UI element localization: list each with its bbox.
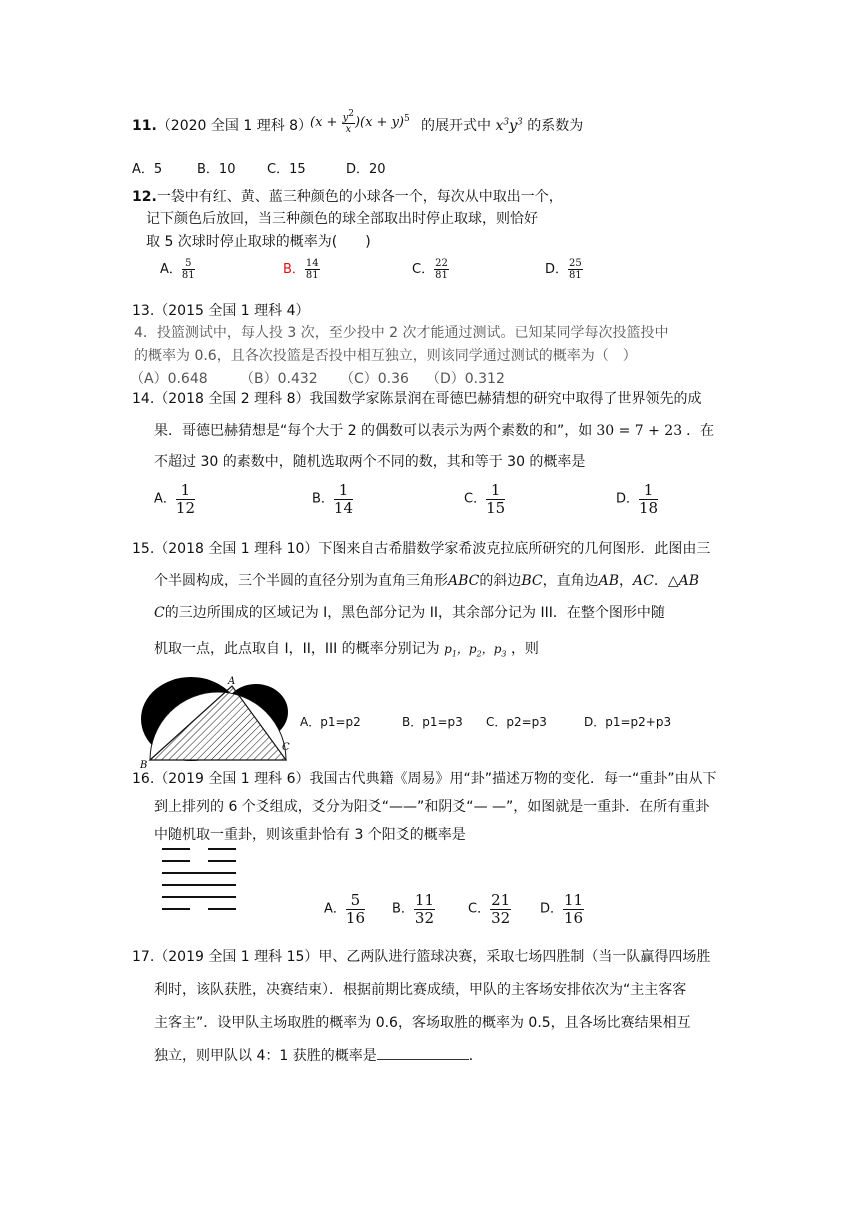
q13-option-a: （A）0.648 bbox=[130, 371, 208, 387]
q14-line3: 不超过 30 的素数中，随机选取两个不同的数，其和等于 30 的概率是 bbox=[154, 454, 586, 470]
q14-option-a: A． $\frac{1}{12}$ bbox=[154, 481, 195, 517]
q13-header bbox=[132, 300, 310, 320]
q16-line2: 到上排列的 6 个爻组成，爻分为阳爻“——”和阴爻“— —”，如图就是一重卦．在所有重卦 bbox=[154, 799, 710, 815]
q11-tail2: 的系数为 bbox=[527, 118, 584, 134]
q11-option-d: D．20 bbox=[346, 162, 386, 177]
q14-line1: 14.（2018 全国 2 理科 8）我国数学家陈景润在哥德巴赫猜想的研究中取得了世界领先的成 bbox=[132, 391, 702, 407]
label-c: C bbox=[282, 742, 290, 753]
q11-term: $x^3y^3$ bbox=[495, 117, 523, 134]
q11-option-b: B．10 bbox=[197, 162, 236, 177]
q13-option-b: （B）0.432 bbox=[240, 371, 318, 387]
q12-option-b: B． $\frac{14}{81}$ bbox=[283, 258, 319, 281]
q15-option-c: C．p2=p3 bbox=[486, 715, 547, 729]
q15-option-b: B．p1=p3 bbox=[402, 715, 463, 729]
q16-number: 16. bbox=[132, 771, 155, 787]
q16-option-c: C． $\frac{21}{32}$ bbox=[468, 891, 511, 927]
q13-option-c: （C）0.36 bbox=[340, 371, 409, 387]
q15-line4: 机取一点，此点取自 I，II，III 的概率分别记为 $p_1$，$p_2$，$p_3$ ，则 bbox=[154, 641, 539, 659]
label-b: B bbox=[140, 760, 148, 770]
q15-p-vars: $p_1$，$p_2$，$p_3$ bbox=[444, 642, 507, 659]
q11-option-c: C．15 bbox=[267, 162, 306, 177]
q12-number: 12. bbox=[132, 189, 157, 205]
q17-line1: 17.（2019 全国 1 理科 15）甲、乙两队进行篮球决赛，采取七场四胜制（当一队赢得四场胜 bbox=[132, 949, 711, 965]
q12-line3: 取 5 次球时停止取球的概率为( ) bbox=[146, 234, 371, 250]
q12-line2: 记下颜色后放回，当三种颜色的球全部取出时停止取球，则恰好 bbox=[146, 211, 538, 227]
q11-option-a: A．5 bbox=[132, 162, 163, 177]
q12-line1: 12.一袋中有红、黄、蓝三种颜色的小球各一个，每次从中取出一个， bbox=[132, 189, 563, 205]
q15-option-a: A．p1=p2 bbox=[300, 715, 361, 729]
q14-line2: 果．哥德巴赫猜想是“每个大于 2 的偶数可以表示为两个素数的和”，如 30 = 7 + 23 ．在 bbox=[154, 423, 715, 439]
q13-line2: 的概率为 0.6，且各次投篮是否投中相互独立，则该同学通过测试的概率为（ ） bbox=[134, 348, 637, 364]
q14-option-d: D． $\frac{1}{18}$ bbox=[616, 481, 659, 517]
q15-line2: 个半圆构成，三个半圆的直径分别为直角三角形ABC的斜边BC，直角边AB，AC．△AB bbox=[154, 573, 700, 589]
q12-option-d: D． $\frac{25}{81}$ bbox=[545, 258, 582, 281]
q17-line3: 主客主”．设甲队主场取胜的概率为 0.6，客场取胜的概率为 0.5，且各场比赛结果相互 bbox=[154, 1015, 691, 1031]
hexagram-figure bbox=[160, 846, 240, 914]
q11-header bbox=[132, 115, 312, 135]
q13-source: （2015 全国 1 理科 4） bbox=[154, 303, 310, 319]
q16-line3: 中随机取一重卦，则该重卦恰有 3 个阳爻的概率是 bbox=[154, 827, 466, 843]
q14-number: 14. bbox=[132, 391, 155, 407]
q17-line4: 独立，则甲队以 4：1 获胜的概率是 ． bbox=[154, 1048, 483, 1064]
q13-number: 13. bbox=[132, 303, 155, 319]
q11-number: 11. bbox=[132, 118, 157, 134]
q17-number: 17. bbox=[132, 949, 155, 965]
q15-line3: C的三边所围成的区域记为 I，黑色部分记为 II，其余部分记为 III．在整个图形中随 bbox=[154, 605, 665, 621]
q14-option-b: B． $\frac{1}{14}$ bbox=[312, 481, 354, 517]
q14-option-c: C． $\frac{1}{15}$ bbox=[464, 481, 506, 517]
q15-number: 15. bbox=[132, 541, 155, 557]
q16-option-b: B． $\frac{11}{32}$ bbox=[392, 891, 435, 927]
label-a: A bbox=[228, 676, 236, 687]
q15-option-d: D．p1=p2+p3 bbox=[584, 715, 672, 729]
q11-text bbox=[421, 115, 583, 135]
q11-tail: 的展开式中 bbox=[421, 118, 491, 134]
q15-line1: 15.（2018 全国 1 理科 10）下图来自古希腊数学家希波克拉底所研究的几何图形．此图由三 bbox=[132, 541, 711, 557]
q12-option-c: C． $\frac{22}{81}$ bbox=[412, 258, 448, 281]
q11-formula: (x + $\frac{y^2}{x}$ )$(x + y)^5$ bbox=[310, 109, 410, 136]
q13-option-d: （D）0.312 bbox=[426, 371, 505, 387]
hippocrates-lunes-figure bbox=[136, 672, 296, 770]
q17-line2: 利时，该队获胜，决赛结束）．根据前期比赛成绩，甲队的主客场安排依次为“主主客客 bbox=[154, 982, 687, 998]
q16-line1: 16.（2019 全国 1 理科 6）我国古代典籍《周易》用“卦”描述万物的变化．每一“重卦”由从下 bbox=[132, 771, 717, 787]
q16-option-a: A． $\frac{5}{16}$ bbox=[324, 891, 365, 927]
answer-blank[interactable] bbox=[377, 1047, 469, 1060]
q13-line1: 4．投篮测试中，每人投 3 次，至少投中 2 次才能通过测试。已知某同学每次投篮投中 bbox=[134, 325, 669, 341]
q12-option-a: A． $\frac{5}{81}$ bbox=[160, 258, 195, 281]
q16-option-d: D． $\frac{11}{16}$ bbox=[540, 891, 584, 927]
q11-source: （2020 全国 1 理科 8） bbox=[156, 118, 313, 134]
